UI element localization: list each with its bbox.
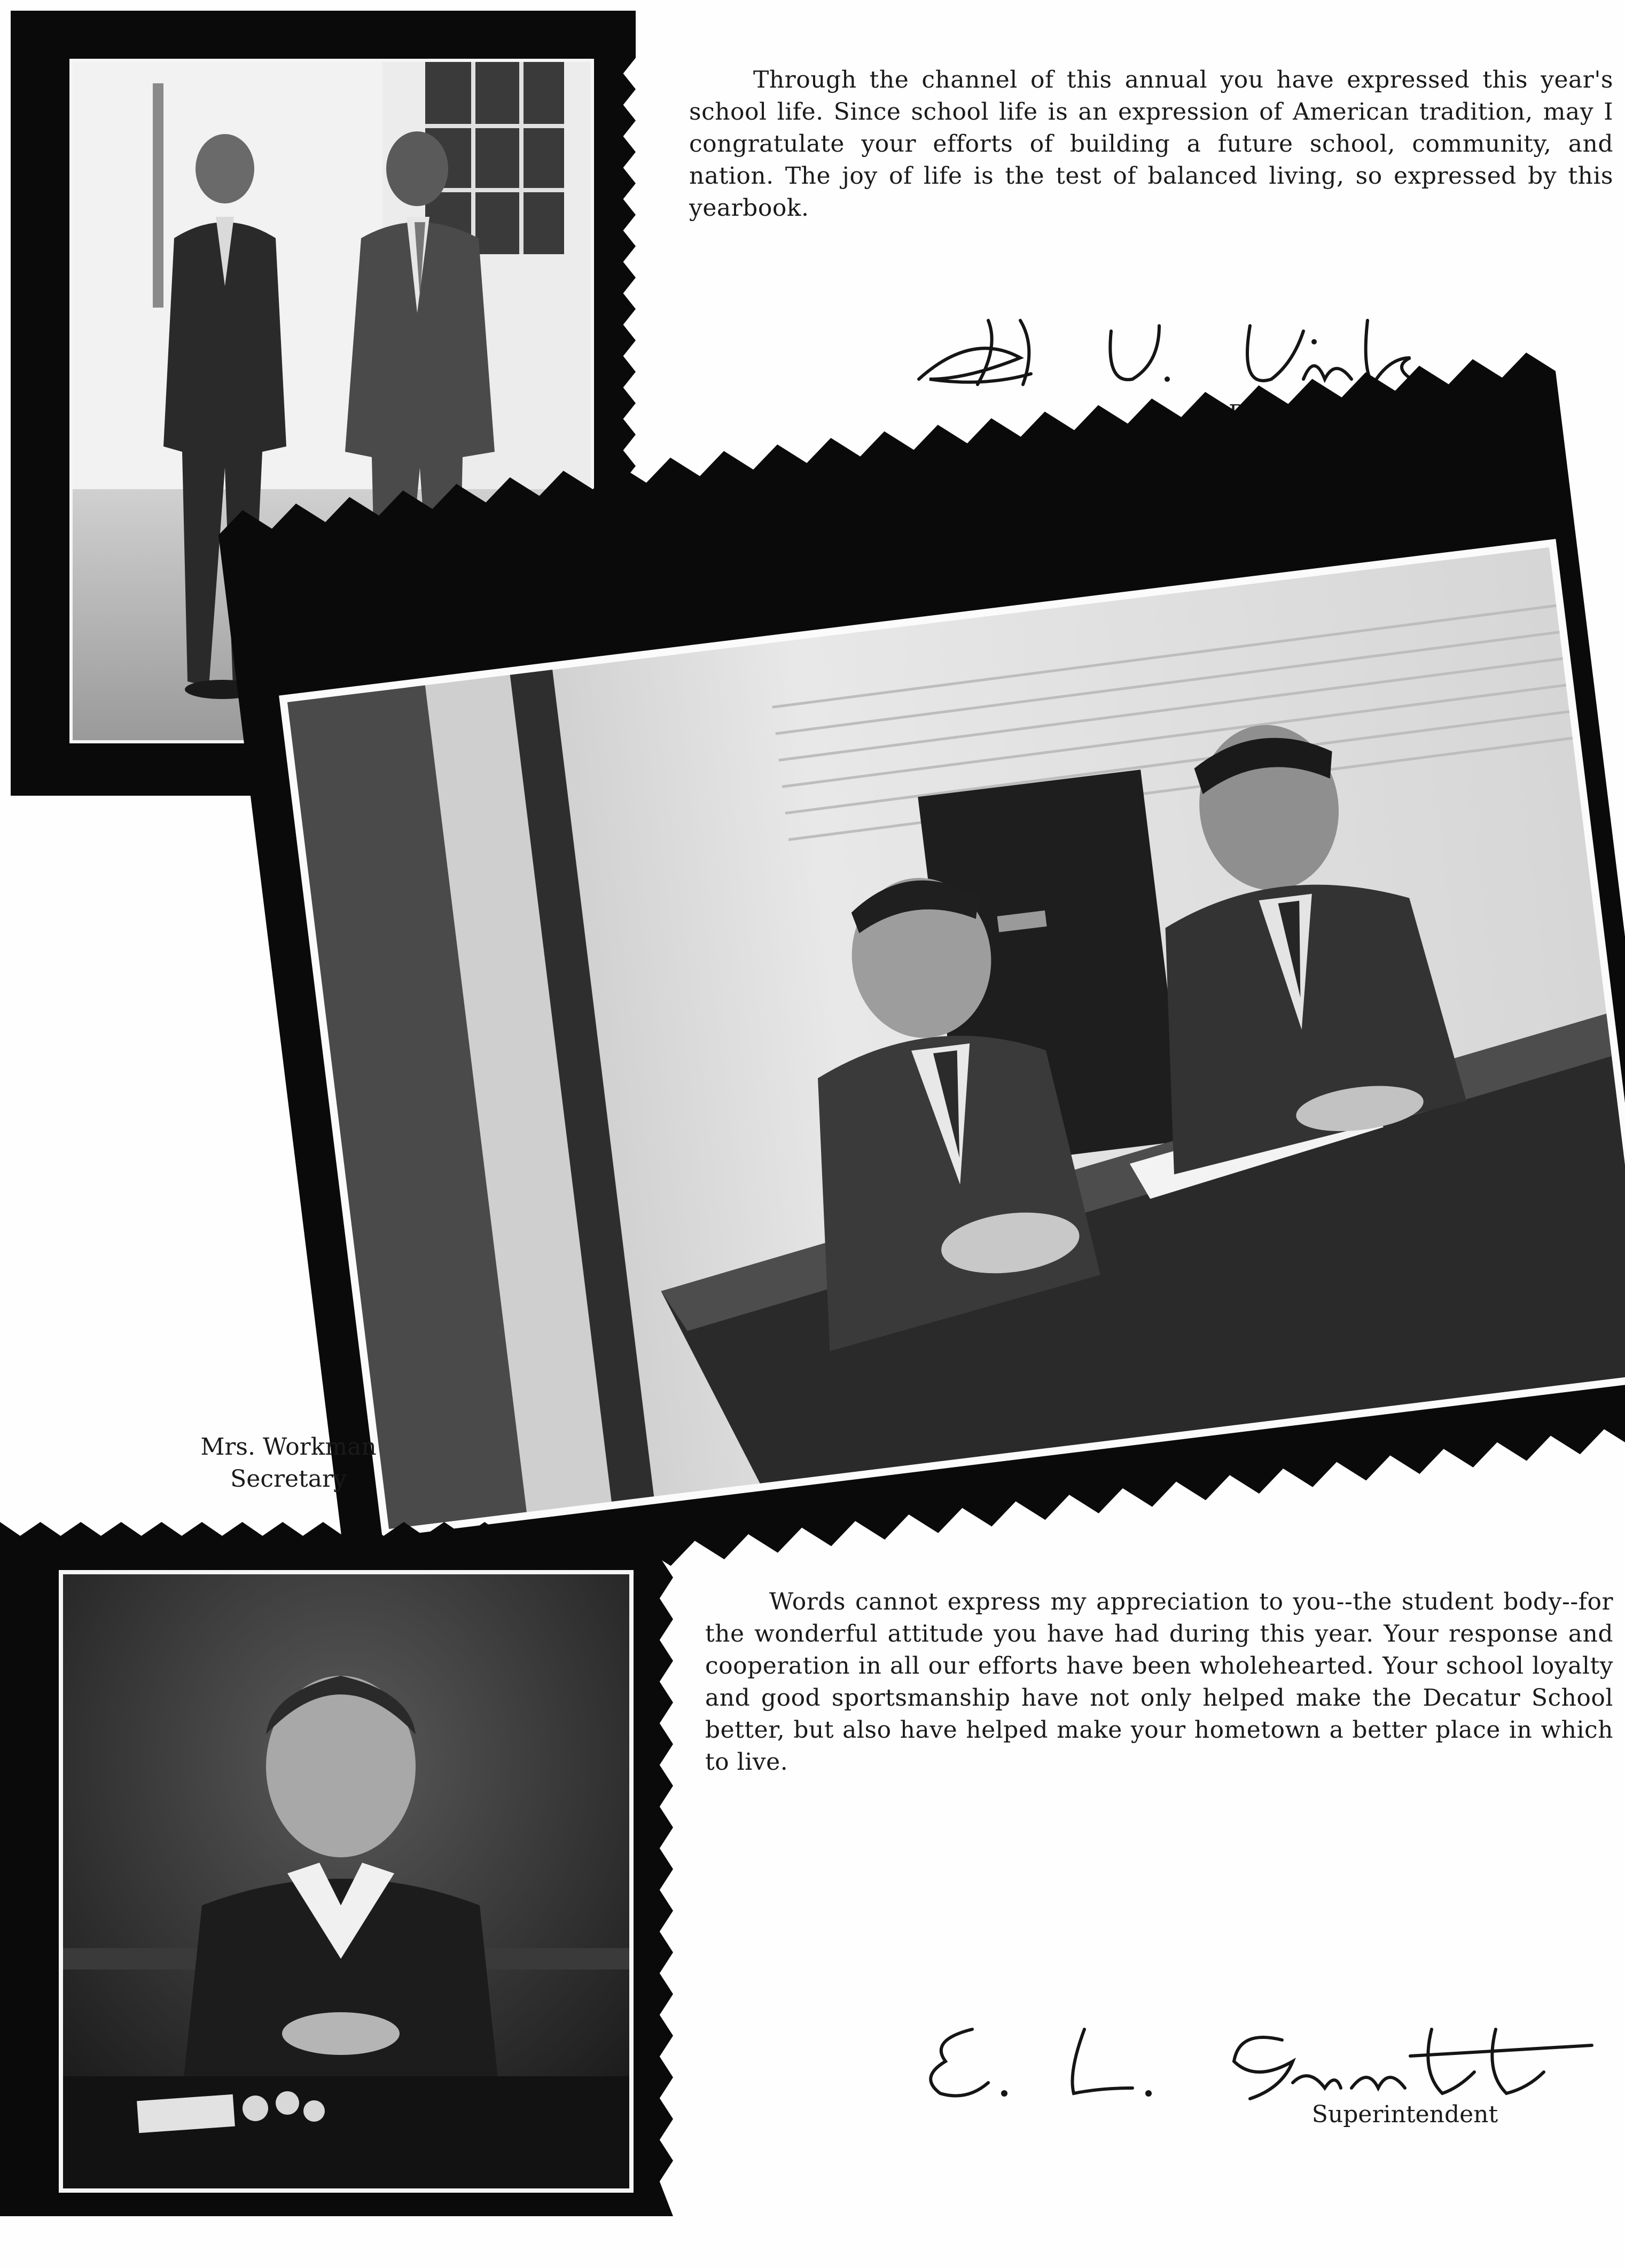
principal-message-text: Through the channel of this annual you have expressed this year's school life. Since school life is an expression of American tradition, may I congratulate your efforts of building a future school, community, and nation. The joy of life is the test of balanced living, so expressed by this yearbook. [689,66,1613,222]
superintendent-title: Superintendent [1311,2101,1498,2128]
photo-secretary [59,1570,634,2193]
photo-two-men-at-desk [279,539,1625,1537]
superintendent-message [705,1586,1613,1778]
two-men-at-desk-photo-icon [287,547,1625,1529]
secretary-at-desk-photo-icon [63,1574,629,2188]
principal-message [689,64,1613,224]
superintendent-message-text: Words cannot express my appreciation to you--the student body--for the wonderful attitude you have had during this year. Your response and cooperation in all our efforts have been wholehearted. Your school loyalty and good sportsmanship have not only helped make the Decatur School better, but also have helped make your hometown a better place in which to live. [705,1588,1613,1776]
secretary-title: Secretary [230,1465,347,1493]
secretary-caption [107,1431,470,1495]
secretary-name: Mrs. Workman [200,1433,377,1461]
superintendent-signature [908,2008,1603,2109]
